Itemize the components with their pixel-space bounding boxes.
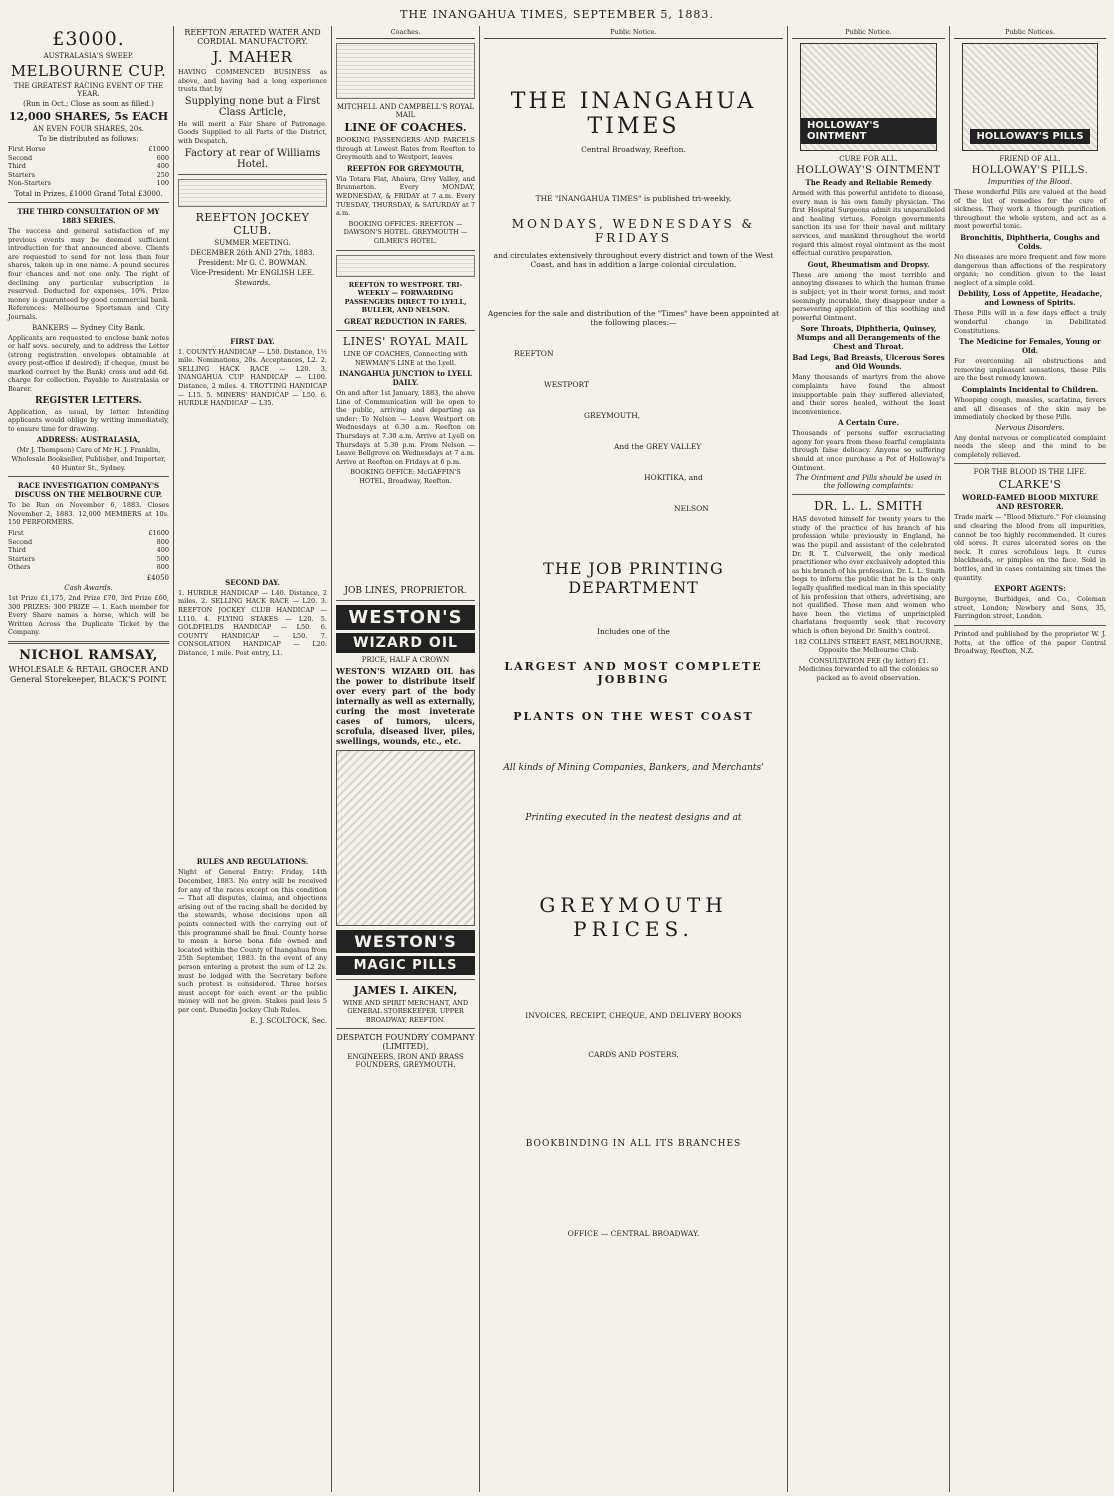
column-5 [788, 26, 950, 1492]
body-text: To be Run on November 6, 1883. Closes November 2, 1883. 12,000 MEMBERS at 10s. 150 PERFORMERS. [8, 501, 169, 527]
circulation: and circulates extensively throughout every district and town of the West Coast, and has in addition a large colonial circulation. [493, 251, 774, 269]
ramsay-body: WHOLESALE & RETAIL GROCER AND General Storekeeper, BLACK'S POINT. [8, 664, 169, 684]
blood-mixture: WORLD-FAMED BLOOD MIXTURE AND RESTORER. [962, 493, 1098, 512]
holloway-pills-logo: HOLLOWAY'S PILLS [962, 43, 1098, 151]
times-published: THE "INANGAHUA TIMES" is published tri-weekly, [535, 194, 732, 203]
reefton-greymouth: REEFTON FOR GREYMOUTH, [346, 163, 465, 173]
bronchitis: Bronchitis, Diphtheria, Coughs and Colds. [960, 232, 1100, 251]
race-head: RACE INVESTIGATION COMPANY'S DISCUSS ON THE MELBOURNE CUP. [14, 481, 163, 500]
smith-body: HAS devoted himself for twenty years to the study of the practice of his branch of his profession while previously in England, he was the pupil and assistant of the celebrated Dr. R. T. Culverwell, the only medical practitioner who ever exclusively adopted this as his branch of his profession. Dr. L. L. Smith begs to inform the public that he is the only legally qualified medical man in this speciality of his profession that others, advertising, are not qualified. Those men and women who have been the victims of unprincipled charlatans frequently seek that recovery which is often beyond Dr. Smith's control. [792, 515, 945, 635]
ready-remedy: The Ready and Reliable Remedy [805, 178, 932, 187]
rules-head: RULES AND REGULATIONS. [196, 857, 309, 867]
melbourne-cup-title: MELBOURNE CUP. [10, 62, 167, 80]
column-header: Public Notices. [954, 26, 1106, 39]
westons-banner: WESTON'S [336, 605, 475, 630]
address-text: (Mr J. Thompson) Care of Mr H. J. Franklin, Wholesale Bookseller, Publisher, and Importer, 40 Hunter St., Sydney. [11, 446, 166, 472]
address-head: ADDRESS: AUSTRALASIA, [36, 435, 141, 445]
body-text: BOOKING PASSENGERS AND PARCELS through at Lowest Rates from Reefton to Greymouth and to Westport, leaves [336, 136, 475, 162]
list-item: Second 600 [8, 153, 169, 162]
lines-royal-mail: LINES' ROYAL MAIL [342, 334, 469, 348]
aiken-name: JAMES I. AIKEN, [353, 983, 458, 997]
bankers: BANKERS — Sydney City Bank. [31, 323, 146, 332]
races-day-2: 1. HURDLE HANDICAP — L40. Distance, 2 miles. 2. SELLING HACK RACE — L20. 3. REEFTON JOCKEY CLUB HANDICAP — L110. 4. FLYING STAKES — L20. 5. GOLDFIELDS HANDICAP — L50. 6. COUNTY HANDICAP — L50. 7. CONSOLATION HANDICAP — L20. Distance, 1 mile. Post entry, L1. [178, 588, 327, 657]
ramsay-title: NICHOL RAMSAY, [19, 647, 158, 663]
wizard-price: PRICE, HALF A CROWN [361, 655, 450, 664]
smith-address: 182 COLLINS STREET EAST, MELBOURNE, Opposite the Melbourne Club. [794, 637, 943, 655]
females: The Medicine for Females, Young or Old. [959, 337, 1101, 356]
list-item: First Horse £1000 [8, 145, 169, 153]
debility: Debility, Loss of Appetite, Headache, and Lowness of Spirits. [957, 289, 1103, 308]
smith-consult: CONSULTATION FEE (by letter) £1. Medicines forwarded to all the colonies so packed as to avoid observation. [798, 656, 939, 682]
list-item: First £1600 [8, 529, 169, 537]
impurities: Impurities of the Blood. [987, 178, 1073, 186]
wizard-oil-banner: WIZARD OIL [336, 633, 475, 653]
races-day-1: 1. COUNTY HANDICAP — L50. Distance, 1½ mile. Nominations, 20s. Acceptances, L2. 2. SELLING HACK RACE — L20. 3. INANGAHUA CUP HANDICAP — L100. Distance, 2 miles. 4. TROTTING HANDICAP — L15. 5. MINERS' HANDICAP — L50. 6. HURDLE HANDICAP — L35. [178, 347, 328, 408]
prize-total: Total in Prizes, £1000 Grand Total £3000. [14, 189, 163, 198]
gout-head: Gout, Rheumatism and Dropsy. [807, 259, 930, 269]
body-text: Whooping cough, measles, scarlatina, fevers and all diseases of the skin may be immediately checked by these Pills. [954, 395, 1106, 422]
greymouth-prices: GREYMOUTH PRICES. [539, 893, 728, 941]
coach-owner: MITCHELL AND CAMPBELL'S ROYAL MAIL [336, 103, 475, 119]
bad-legs-head: Bad Legs, Bad Breasts, Ulcerous Sores and Old Wounds. [792, 353, 945, 372]
column-header: Public Notice. [484, 26, 783, 39]
booking-office: BOOKING OFFICE: McGAFFIN'S HOTEL, Broadway, Reefton. [350, 468, 461, 486]
inangahua-junction: INANGAHUA JUNCTION to LYELL DAILY. [338, 369, 473, 388]
masthead: THE INANGAHUA TIMES, SEPTEMBER 5, 1883. [400, 8, 714, 21]
holloway-ointment-logo: HOLLOWAY'S OINTMENT [800, 43, 937, 151]
consultation-head: THE THIRD CONSULTATION OF MY 1883 SERIES. [17, 206, 160, 225]
cure-for-all: CURE FOR ALL. [839, 155, 898, 163]
publish-days: MONDAYS, WEDNESDAYS & FRIDAYS [511, 217, 756, 245]
plants-west-coast: PLANTS ON THE WEST COAST [513, 710, 754, 723]
includes: Includes one of the [597, 627, 670, 636]
race-prize-list [8, 529, 169, 572]
complaints-head: The Ointment and Pills should be used in the following complaints: [795, 474, 942, 491]
nervous: Nervous Disorders. [995, 423, 1065, 432]
meeting-dates: DECEMBER 26th AND 27th, 1883. [190, 248, 315, 257]
body-text: Burgoyne, Burbidges, and Co., Coleman street, London; Newbery and Sons, 35, Farringdon street, London. [954, 595, 1106, 621]
largest: LARGEST AND MOST COMPLETE JOBBING [504, 660, 763, 686]
column-4 [480, 26, 788, 1492]
column-6 [950, 26, 1110, 1492]
first-day: FIRST DAY. [230, 336, 275, 346]
president: President: Mr G. C. BOWMAN. [198, 258, 307, 267]
body-text: These Pills will in a few days effect a truly wonderful change in Debilitated Constitutions. [954, 309, 1106, 335]
place-reefton: REEFTON [514, 349, 554, 358]
list-item: Second 800 [8, 537, 169, 546]
times-title: THE INANGAHUA TIMES [510, 89, 757, 139]
body-text: Via Totara Flat, Ahaura, Grey Valley, and Brunnerton. Every MONDAY, WEDNESDAY, & FRIDAY at 7 a.m. Every TUESDAY, THURSDAY, & SATURDAY at 7 a.m. [336, 174, 475, 218]
blood-is-life: FOR THE BLOOD IS THE LIFE. [973, 468, 1087, 477]
shares-line: 12,000 SHARES, 5s EACH [8, 110, 169, 123]
magic-pills-banner: MAGIC PILLS [336, 956, 475, 975]
cards-posters: CARDS AND POSTERS. [588, 1050, 679, 1059]
jockey-illustration [178, 179, 327, 207]
office-central: OFFICE — CENTRAL BROADWAY. [567, 1229, 700, 1238]
body-text: Application, as usual, by letter. Intending applicants would oblige by writing immediately, to ensure time for drawing. [8, 407, 169, 433]
place-westport: WESTPORT [544, 380, 590, 389]
body-text: Trade mark — "Blood Mixture." For cleansing and clearing the blood from all impurities, cannot be too highly recommended. It cures old sores. It cures ulcerated sores on the neck. It cures scrofulous legs. It cures blackheads, or pimples on the face. Sold in bottles, and in cases containing six times the quantity. [954, 513, 1106, 582]
body-text: Thousands of persons suffer excruciating agony for years from these fearful complaints through false delicacy. Anyone so suffering should at once purchase a Pot of Holloway's Ointment. [792, 429, 945, 472]
place-greymouth: GREYMOUTH, [584, 411, 641, 420]
list-item: Starters 250 [8, 170, 169, 179]
sore-throats-head: Sore Throats, Diphtheria, Quinsey, Mumps and all Derangements of the Chest and Throat. [796, 324, 941, 352]
children: Complaints Incidental to Children. [961, 384, 1099, 394]
line-of-coaches: LINE OF COACHES. [344, 121, 467, 134]
pills-title: HOLLOWAY'S PILLS. [971, 165, 1089, 176]
imprint: Printed and published by the proprietor W. J. Potts, at the office of the paper Central Broadway, Reefton, N.Z. [954, 630, 1106, 656]
body-text: HAVING COMMENCED BUSINESS as above, and having had a long experience trusts that by [178, 68, 327, 94]
times-office: Central Broadway, Reefton. [581, 145, 686, 154]
body-text: These wonderful Pills are valued at the head of the list of remedies for the cure of sickness. They work a thorough purification throughout the whole system, and act as a most powerful tonic. [954, 188, 1106, 231]
body-text: Armed with this powerful antidote to disease, every man is his own family physician. The first Hospital Surgeons admit its unparalleled and healing virtues. Foreign governments sanction its use for their naval and military services, and mankind throughout the world regard this almost royal ointment as the most effectual curative preparation. [792, 189, 945, 258]
body-text: 1st Prize £1,175, 2nd Prize £70, 3rd Prize £60, 300 PRIZES: 300 PRIZE — 1. Each member for Every Share names a horse, which will be Written Across the Duplicate Ticket by the Company. [8, 593, 169, 637]
body-text: No diseases are more frequent and few more dangerous than affections of the respiratory organs; no condition given to the least neglect of a simple cold. [954, 252, 1106, 287]
great-reduction: GREAT REDUCTION IN FARES. [344, 316, 467, 326]
coach-illustration [336, 43, 475, 99]
sweep-amount: £3000. [52, 28, 125, 50]
race-total: £4050 [146, 573, 169, 582]
body-text: For overcoming all obstructions and removing unpleasant sensations, these Pills are the best remedy known. [954, 357, 1106, 383]
despatch-foundry: DESPATCH FOUNDRY COMPANY (LIMITED), [336, 1033, 475, 1052]
body-text: LINE OF COACHES, Connecting with NEWMAN'S LINE at the Lyell. [343, 349, 468, 367]
list-item: Non-Starters 100 [8, 179, 169, 188]
rules-body: Night of General Entry: Friday, 14th December, 1883. No entry will be received for any of the races except on this condition — That all disputes, claims, and objections arising out of the racing shall be decided by the stewards, whose decisions upon all points connected with the carrying out of this programme shall be final. County horse to mean a horse bona fide owned and located within the County of Inangahua from 25th September, 1883. In the event of any person entering a protest the sum of L2 2s. must be lodged with the Secretary before such protest is considered. Three horses must accept for each event or the public money will not be given. Stakes paid less 5 per cent. Dunedin Jockey Club Rules. [178, 868, 327, 1014]
export-agents: EXPORT AGENTS: [994, 584, 1066, 594]
job-lines: JOB LINES, PROPRIETOR. [344, 585, 467, 596]
factory-line: Factory at rear of Williams Hotel. [184, 147, 321, 170]
body-text: He will merit a Fair Share of Patronage. Goods Supplied to all Parts of the District, with Despatch. [178, 119, 327, 145]
jockey-club: REEFTON JOCKEY CLUB. [195, 210, 310, 237]
mining-companies: All kinds of Mining Companies, Bankers, and Merchants' [503, 763, 764, 773]
newspaper-page [4, 26, 1110, 1492]
dr-smith: DR. L. L. SMITH [814, 499, 923, 514]
list-item: Third 400 [8, 546, 169, 555]
invoices: INVOICES, RECEIPT, CHEQUE, AND DELIVERY BOOKS [525, 1011, 742, 1020]
body-text: Applicants are requested to enclose bank notes or half sovs. securely, and to address the Letter (strong registration envelopes obtainable at every post-office if desired); if cheque, (must be marked correct by the Bank) cross and add 6d. charge for collection. Payable to Australasia or Bearer. [8, 333, 169, 394]
vice-president: Vice-President: Mr ENGLISH LEE. [190, 268, 315, 277]
list-item: Starters 500 [8, 554, 169, 563]
job-printing: THE JOB PRINTING DEPARTMENT [543, 559, 724, 597]
column-header: Public Notice. [792, 26, 945, 39]
body-text: The success and general satisfaction of my previous events may be deemed sufficient introduction for that announced above. Clients are requested to send for not less than four shares, taken up in one name. A pound secures four chances and not one only. The right of declining any particular subscription is reserved. Deducted for expenses, 10%. Prize money is guaranteed by good commercial bank. References: Melbourne Sportsman and City Journals. [8, 226, 169, 321]
prize-list [8, 145, 169, 188]
cup-close: (Run in Oct.; Close as soon as filled.) [23, 100, 154, 108]
ointment-title: HOLLOWAY'S OINTMENT [796, 165, 941, 176]
list-item: Third 400 [8, 162, 169, 171]
list-item: Others 800 [8, 563, 169, 572]
sweep-name: AUSTRALASIA'S SWEEP. [43, 52, 134, 60]
clarkes: CLARKE'S [998, 478, 1062, 492]
place-hokitika: HOKITIKA, and [644, 473, 703, 482]
westons-banner-2: WESTON'S [336, 930, 475, 953]
body-text: Any dental nervous or complicated complaint needs the sleep and the mind to be completely relieved. [954, 433, 1106, 459]
place-grey-valley: And the GREY VALLEY [614, 442, 702, 451]
supply-line: Supplying none but a First Class Article, [184, 95, 321, 118]
reefton-westport: REEFTON TO WESTPORT. TRI-WEEKLY — FORWARDING PASSENGERS DIRECT TO LYELL, BULLER, AND NELSON. [344, 280, 467, 315]
aiken-body: WINE AND SPIRIT MERCHANT, AND GENERAL STOREKEEPER. UPPER BROADWAY, REEFTON. [342, 998, 469, 1024]
column-3 [332, 26, 480, 1492]
certain-cure: A Certain Cure. [838, 418, 899, 428]
medicine-illustration [336, 750, 475, 926]
column-2 [174, 26, 332, 1492]
friend-of-all: FRIEND OF ALL. [999, 155, 1061, 163]
column-header: Coaches. [336, 26, 475, 39]
cup-tagline: THE GREATEST RACING EVENT OF THE YEAR. [13, 82, 164, 98]
coach-illustration-2 [336, 255, 475, 277]
even-shares: AN EVEN FOUR SHARES, 20s. [32, 125, 145, 133]
register-letters: REGISTER LETTERS. [35, 395, 142, 406]
maher-name: J. MAHER [212, 48, 293, 66]
cash-awards: Cash Awards. [64, 583, 113, 592]
bookbinding: BOOKBINDING IN ALL ITS BRANCHES [525, 1139, 742, 1149]
engineers: ENGINEERS, IRON AND BRASS FOUNDERS, GREYMOUTH. [347, 1053, 464, 1070]
body-text: On and after 1st January, 1883, the above Line of Communication will be open to the public, arriving and departing as under: To Nelson — Leave Westport on Wednesdays at 6.30 a.m. Reefton on Thursdays at 7.30 a.m. Arrive at Lyell on Thursdays at 5.30 p.m. From Nelson — Leave Bellgrove on Wednesdays at 7 a.m. Arrive at Reefton on Fridays at 6 p.m. [336, 389, 475, 466]
body-text: Many thousands of martyrs from the above complaints have found the almost insupportable pain they suffered alleviated, and their sores healed, without the least inconvenience. [792, 373, 945, 416]
secretary: E. J. SCOLTOCK, Sec. [250, 1016, 327, 1025]
printing-executed: Printing executed in the neatest designs and at [525, 813, 742, 823]
column-1 [4, 26, 174, 1492]
manufactory-head: REEFTON ÆRATED WATER AND CORDIAL MANUFACTORY. [184, 28, 321, 46]
stewards: Stewards. [234, 278, 271, 287]
agencies: Agencies for the sale and distribution of the "Times" have been appointed at the following places:— [487, 309, 780, 327]
second-day: SECOND DAY. [225, 577, 280, 587]
distribution: To be distributed as follows: [38, 135, 139, 143]
summer-meeting: SUMMER MEETING. [214, 238, 291, 247]
place-nelson: NELSON [674, 504, 709, 513]
body-text: These are among the most terrible and annoying diseases to which the human frame is subject; yet in their worst forms, and most seemingly incurable, they disappear under a persevering application of this soothing and powerful Ointment. [792, 270, 945, 322]
wizard-body: WESTON'S WIZARD OIL has the power to distribute itself over every part of the body internally as well as externally, curing the most inveterate cases of tumors, ulcers, scrofula, diseased liver, piles, swellings, wounds, etc., etc. [336, 665, 475, 746]
booking-offices: BOOKING OFFICES: REEFTON — DAWSON'S HOTEL. GREYMOUTH — GILMER'S HOTEL. [343, 219, 468, 245]
